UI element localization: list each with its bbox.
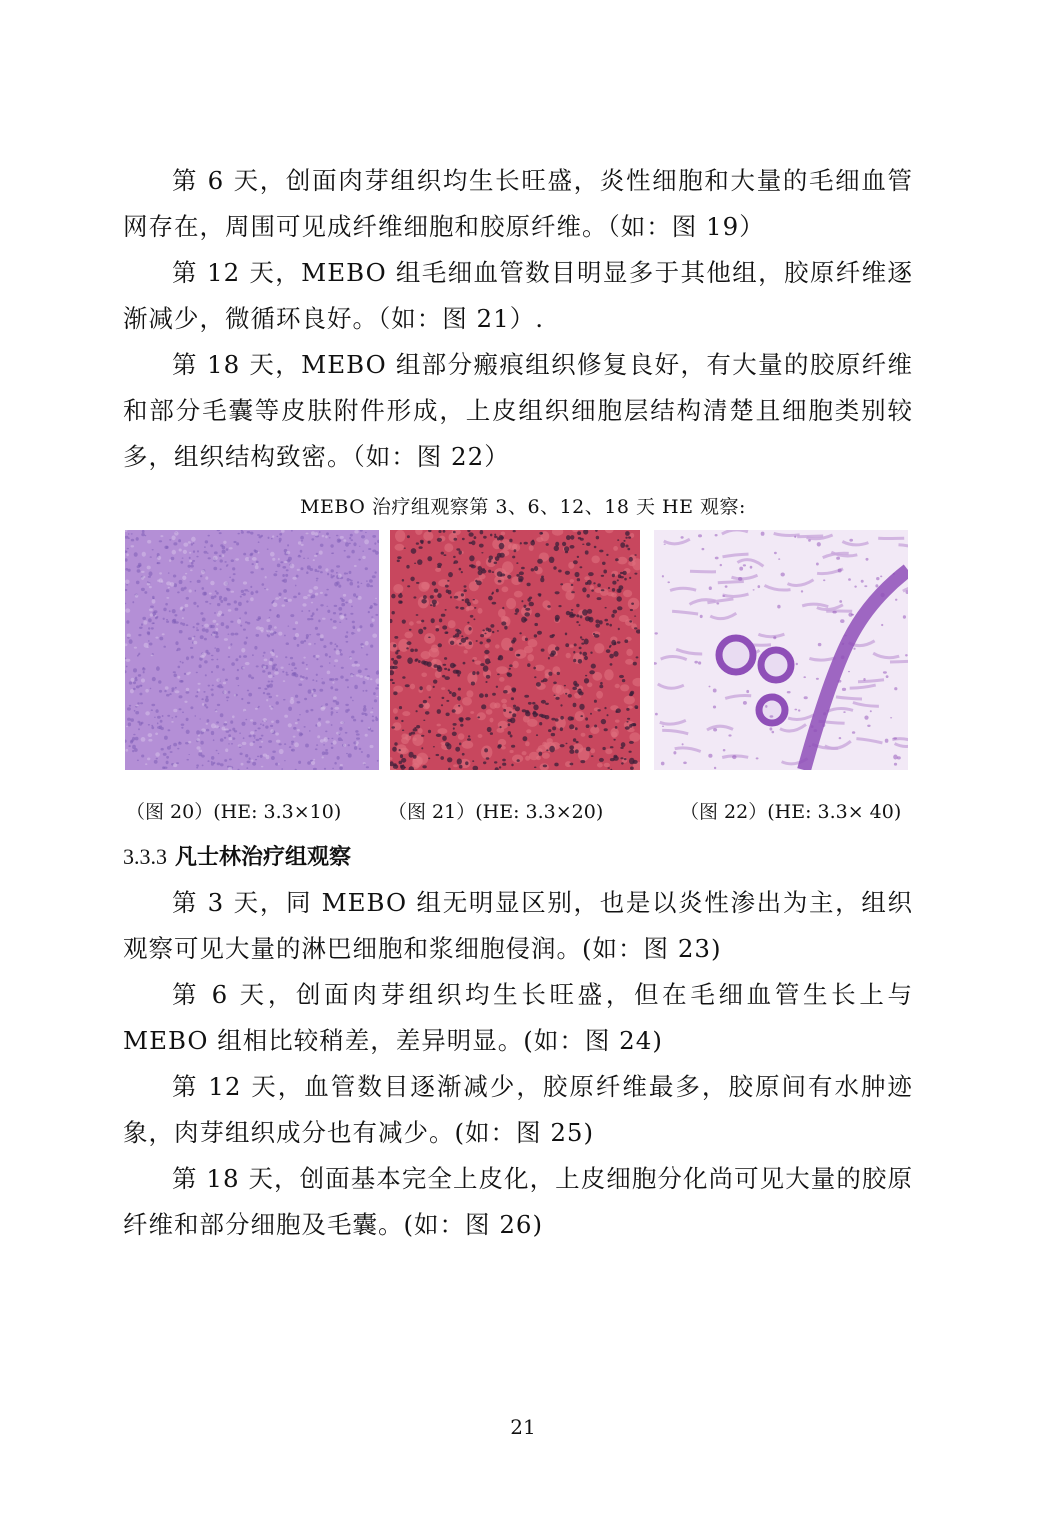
section-number: 3.3.3 <box>123 844 167 869</box>
figure-caption-21: （图 21）(HE: 3.3×20) <box>388 801 604 823</box>
paragraph-day18: 第 18 天，MEBO 组部分瘢痕组织修复良好，有大量的胶原纤维和部分毛囊等皮肤附件形成，上皮组织细胞层结构清楚且细胞类别较多，组织结构致密。（如：图 22） <box>123 350 913 471</box>
page-number: 21 <box>510 1415 536 1439</box>
paragraph-vaseline-day12: 第 12 天，血管数目逐渐减少，胶原纤维最多，胶原间有水肿迹象，肉芽组织成分也有减少。(如：图 25) <box>123 1072 913 1147</box>
section-title: 凡士林治疗组观察 <box>175 845 352 870</box>
paragraph-day12: 第 12 天，MEBO 组毛细血管数目明显多于其他组，胶原纤维逐渐减少，微循环良好。（如：图 21）. <box>123 258 913 333</box>
paragraph-vaseline-day3: 第 3 天，同 MEBO 组无明显区别，也是以炎性渗出为主，组织观察可见大量的淋巴细胞和浆细胞侵润。(如：图 23) <box>123 888 913 963</box>
figure-caption-22: （图 22）(HE: 3.3× 40) <box>680 801 902 823</box>
paragraph-day6: 第 6 天，创面肉芽组织均生长旺盛，炎性细胞和大量的毛细血管网存在，周围可见成纤维细胞和胶原纤维。（如：图 19） <box>123 166 913 241</box>
figure-caption-20: （图 20）(HE: 3.3×10) <box>126 801 342 823</box>
paragraph-vaseline-day6: 第 6 天，创面肉芽组织均生长旺盛，但在毛细血管生长上与 MEBO 组相比较稍差，差异明显。(如：图 24) <box>123 980 913 1055</box>
histology-image-fig20 <box>125 530 379 770</box>
histology-image-fig22 <box>654 530 908 770</box>
histology-image-fig21 <box>390 530 640 770</box>
figure-title: MEBO 治疗组观察第 3、6、12、18 天 HE 观察: <box>300 496 746 518</box>
section-heading <box>123 840 351 871</box>
paragraph-vaseline-day18: 第 18 天，创面基本完全上皮化，上皮细胞分化尚可见大量的胶原纤维和部分细胞及毛囊。(如：图 26) <box>123 1164 913 1239</box>
